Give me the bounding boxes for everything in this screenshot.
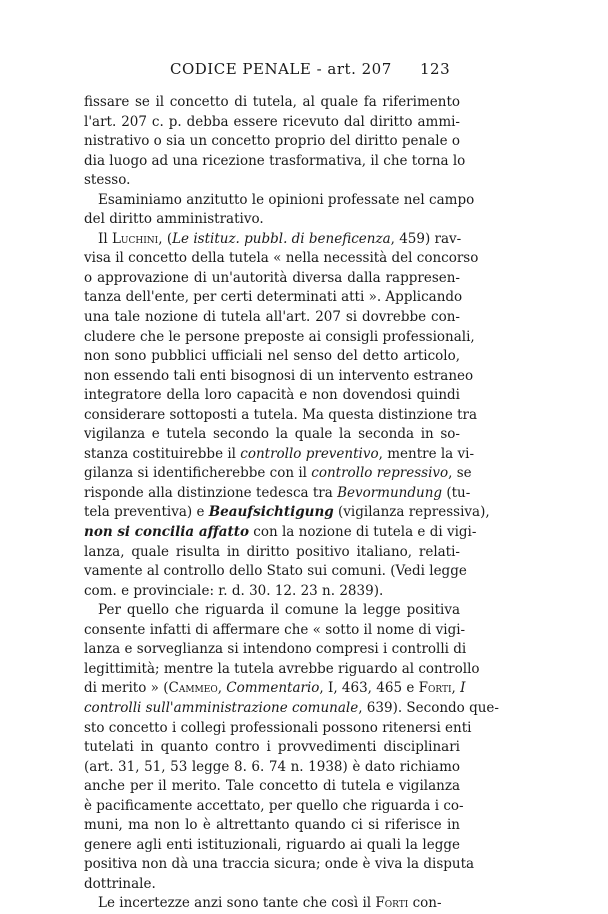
text-line	[84, 719, 472, 739]
text-segment: di merito » (	[84, 680, 169, 697]
text-line	[84, 601, 460, 621]
text-line	[84, 445, 475, 465]
text-segment: fissare se il concetto di tutela, al quale fa riferimento	[84, 94, 460, 110]
text-segment: sto concetto i collegi professionali possono ritenersi enti	[84, 719, 472, 736]
text-line	[84, 777, 460, 797]
text-segment: vigilanza e tutela secondo la quale la seconda in so-	[84, 426, 460, 443]
text-segment: Bevormundung	[337, 484, 443, 501]
text-line	[84, 406, 478, 426]
text-segment: stesso.	[84, 172, 131, 189]
text-segment: tela preventiva) e	[84, 504, 209, 521]
text-segment: ,	[451, 680, 461, 697]
text-segment: cludere che le persone preposte ai consigli professionali,	[84, 328, 475, 345]
text-segment: considerare sottoposti a tutela. Ma questa distinzione tra	[84, 406, 478, 423]
text-segment: Forti	[418, 680, 452, 697]
text-segment: o approvazione di un'autorità diversa dalla rappresen-	[84, 269, 460, 286]
text-line	[84, 386, 460, 406]
text-segment: nistrativo o sia un concetto proprio del diritto penale o	[84, 133, 460, 150]
text-line	[84, 113, 460, 133]
text-segment: gilanza si identificherebbe con il	[84, 465, 312, 482]
text-segment: l'art. 207 c. p. debba essere ricevuto dal diritto ammi-	[84, 113, 460, 130]
text-segment: Forti	[375, 895, 409, 912]
text-segment: , 639). Secondo que-	[358, 699, 499, 716]
text-segment: , (	[158, 230, 173, 247]
text-segment: controllo repressivo	[311, 465, 449, 482]
text-segment: com. e provinciale: r. d. 30. 12. 23 n. 2839).	[84, 582, 384, 599]
text-line	[84, 660, 480, 680]
text-segment: vamente al controllo dello Stato sui comuni. (Vedi legge	[84, 563, 467, 580]
text-line	[84, 249, 479, 269]
text-segment: non sono pubblici ufficiali nel senso del detto articolo,	[84, 348, 460, 365]
text-line	[84, 699, 499, 719]
running-title: CODICE PENALE - art. 207	[170, 60, 392, 78]
text-segment: non essendo tali enti bisognosi di un intervento estraneo	[84, 367, 474, 384]
text-line	[84, 484, 471, 504]
text-segment: Esaminiamo anzitutto le opinioni professate nel campo	[98, 191, 475, 208]
text-line	[84, 132, 460, 152]
text-line	[84, 210, 460, 230]
body-text	[84, 93, 499, 914]
text-line	[84, 640, 467, 660]
text-line	[84, 328, 475, 348]
text-segment: con la nozione di tutela e di vigi-	[249, 524, 477, 541]
text-line	[84, 464, 472, 484]
text-segment: stanza costituirebbe il	[84, 445, 241, 462]
text-segment: controllo preventivo	[240, 445, 379, 462]
text-segment: Per quello che riguarda il comune la legge positiva	[98, 602, 460, 619]
text-line	[84, 738, 460, 758]
text-segment: Le incertezze anzi sono tante che così il	[98, 895, 376, 912]
text-line	[84, 269, 460, 289]
text-segment: Il	[98, 230, 112, 247]
text-segment: dia luogo ad una ricezione trasformativa, il che torna lo	[84, 152, 466, 169]
text-segment: I	[460, 680, 466, 697]
text-segment: consente infatti di affermare che « sotto il nome di vigi-	[84, 621, 466, 638]
text-segment: genere agli enti istituzionali, riguardo ai quali la legge	[84, 836, 460, 853]
text-segment: , mentre la vi-	[378, 445, 475, 462]
text-segment: muni, ma non lo è altrettanto quando ci si riferisce in	[84, 817, 460, 834]
text-line	[84, 93, 460, 113]
text-segment: è pacificamente accettato, per quello che riguarda i co-	[84, 797, 464, 814]
text-segment: Beaufsichtigung	[208, 504, 334, 521]
text-segment: ,	[217, 680, 227, 697]
text-segment: (tu-	[442, 484, 471, 501]
text-segment: Luchini	[111, 230, 159, 247]
text-segment: , se	[448, 465, 472, 482]
text-line	[84, 816, 460, 836]
text-line	[84, 562, 467, 582]
text-segment: lanza, quale risulta in diritto positivo italiano, relati-	[84, 543, 460, 560]
text-line	[84, 797, 464, 817]
text-segment: legittimità; mentre la tutela avrebbe riguardo al controllo	[84, 660, 480, 677]
text-line	[84, 875, 460, 895]
text-segment: integratore della loro capacità e non dovendosi quindi	[84, 387, 460, 404]
text-segment: anche per il merito. Tale concetto di tutela e vigilanza	[84, 778, 460, 795]
text-line	[84, 191, 475, 211]
text-line	[84, 171, 460, 191]
text-line	[84, 347, 460, 367]
text-line	[84, 679, 466, 699]
text-segment: risponde alla distinzione tedesca tra	[84, 484, 338, 501]
text-line	[84, 288, 463, 308]
text-line	[84, 621, 466, 641]
text-segment: dottrinale.	[84, 875, 156, 892]
text-segment: Commentario	[226, 680, 320, 697]
text-segment: positiva non dà una traccia sicura; onde è viva la disputa	[84, 856, 475, 873]
text-segment: Le istituz. pubbl. di beneficenza	[172, 230, 391, 247]
text-segment: con-	[408, 895, 442, 912]
text-line	[84, 836, 460, 856]
text-line	[84, 230, 460, 250]
text-line	[84, 367, 474, 387]
text-line	[84, 543, 460, 563]
text-segment: (vigilanza repressiva),	[333, 504, 490, 521]
text-line	[84, 758, 460, 778]
text-line	[84, 503, 490, 523]
text-segment: lanza e sorveglianza si intendono compresi i controlli di	[84, 641, 467, 658]
text-line	[84, 582, 460, 602]
text-segment: Cammeo	[168, 680, 218, 697]
text-segment: visa il concetto della tutela « nella necessità del concorso	[84, 250, 479, 267]
text-segment: controlli sull'amministrazione comunale	[84, 699, 359, 716]
text-line	[84, 425, 460, 445]
text-segment: una tale nozione di tutela all'art. 207 si dovrebbe con-	[84, 309, 460, 326]
page-number: 123	[420, 60, 451, 78]
text-segment: , I, 463, 465 e	[319, 680, 419, 697]
text-segment: (art. 31, 51, 53 legge 8. 6. 74 n. 1938) è dato richiamo	[84, 758, 460, 775]
page-header	[80, 60, 460, 80]
text-segment: , 459) rav-	[390, 230, 462, 247]
text-segment: del diritto amministrativo.	[84, 211, 264, 228]
text-line	[84, 152, 466, 172]
text-segment: non si concilia affatto	[84, 524, 249, 541]
text-line	[84, 894, 460, 914]
text-line	[84, 855, 475, 875]
text-segment: tutelati in quanto contro i provvedimenti disciplinari	[84, 739, 460, 756]
text-line	[84, 523, 477, 543]
text-line	[84, 308, 460, 328]
text-segment: tanza dell'ente, per certi determinati atti ». Applicando	[84, 289, 463, 306]
